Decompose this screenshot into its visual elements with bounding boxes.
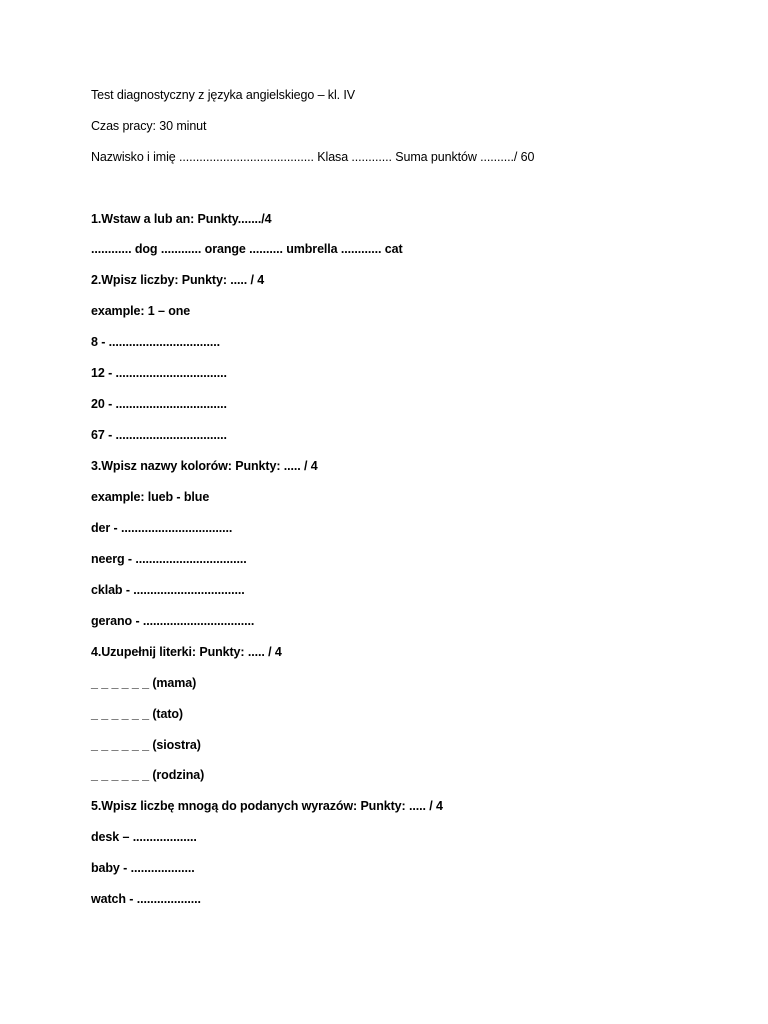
document-title: Test diagnostyczny z języka angielskiego – kl. IV [91,88,355,102]
task4-item: _ _ _ _ _ _ (tato) [91,707,183,721]
task5-item: baby - ................... [91,861,195,875]
task2-example: example: 1 – one [91,304,191,318]
task5-heading: 5.Wpisz liczbę mnogą do podanych wyrazów: Punkty: ..... / 4 [91,799,443,813]
task1-heading: 1.Wstaw a lub an: Punkty......./4 [91,212,272,226]
task2-item: 67 - ................................. [91,428,227,442]
task2-item: 12 - ................................. [91,366,227,380]
task4-item: _ _ _ _ _ _ (siostra) [91,738,201,752]
task3-example: example: lueb - blue [91,490,210,504]
task4-item: _ _ _ _ _ _ (mama) [91,676,197,690]
task2-item: 8 - ................................. [91,335,220,349]
task3-heading: 3.Wpisz nazwy kolorów: Punkty: ..... / 4 [91,459,318,473]
task4-item: _ _ _ _ _ _ (rodzina) [91,768,205,782]
student-info-line: Nazwisko i imię ........................................ Klasa ............ Suma punktów ........../ 60 [91,150,535,164]
task2-item: 20 - ................................. [91,397,227,411]
task3-item: der - ................................. [91,521,233,535]
task4-heading: 4.Uzupełnij literki: Punkty: ..... / 4 [91,645,282,659]
task5-item: watch - ................... [91,892,201,906]
task1-line: ............ dog ............ orange .......... umbrella ............ cat [91,242,403,256]
time-limit: Czas pracy: 30 minut [91,119,207,133]
task2-heading: 2.Wpisz liczby: Punkty: ..... / 4 [91,273,265,287]
task5-item: desk – ................... [91,830,197,844]
task3-item: gerano - ................................. [91,614,255,628]
task3-item: cklab - ................................. [91,583,245,597]
task3-item: neerg - ................................. [91,552,247,566]
